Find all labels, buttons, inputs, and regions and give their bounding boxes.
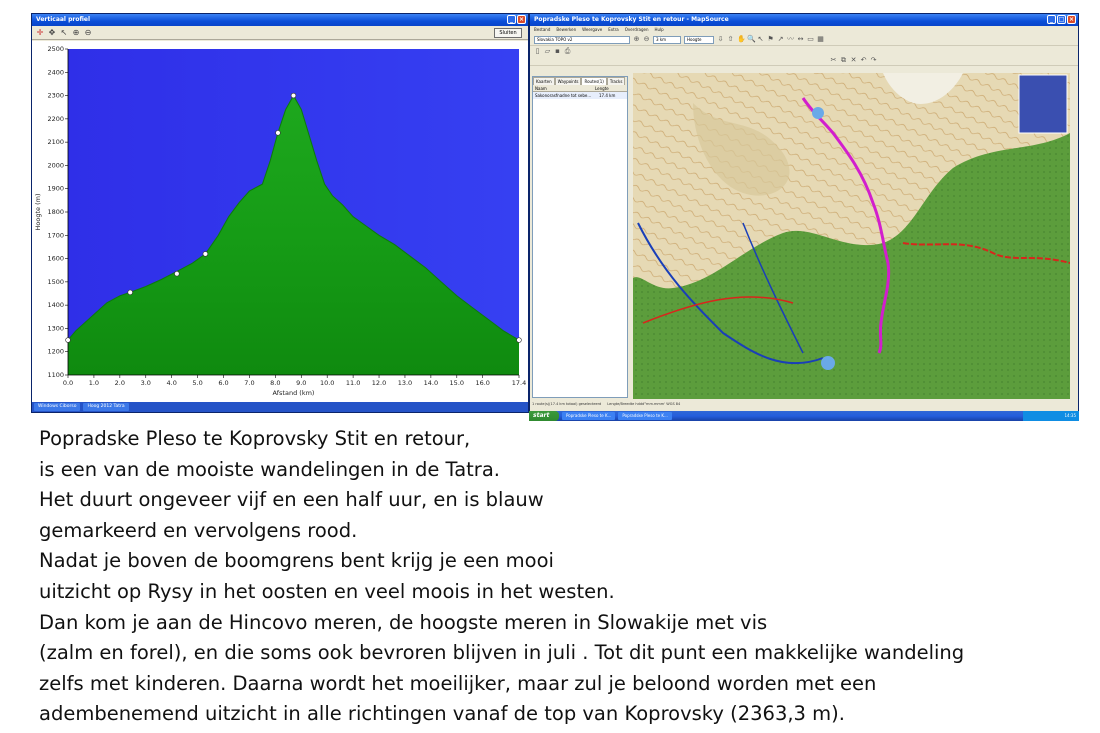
y-tick-label: 1800 bbox=[47, 208, 64, 216]
open-file-icon[interactable]: ▱ bbox=[544, 46, 551, 55]
map-titlebar[interactable] bbox=[530, 14, 1078, 26]
map-product-select[interactable]: Slovakia TOPO v2 bbox=[534, 36, 630, 44]
delete-icon[interactable]: ✕ bbox=[850, 56, 857, 64]
sidebar-tabs bbox=[533, 77, 627, 85]
x-tick-label: 7.0 bbox=[244, 379, 255, 387]
x-axis-label: Afstand (km) bbox=[272, 389, 315, 397]
x-tick-label: 5.0 bbox=[192, 379, 203, 387]
measure-tool-icon[interactable]: ↔ bbox=[797, 35, 804, 43]
receive-device-icon[interactable]: ⇩ bbox=[717, 35, 724, 43]
route-length: 17.4 km bbox=[599, 93, 616, 98]
x-tick-label: 14.0 bbox=[423, 379, 439, 387]
caption-line: gemarkeerd en vervolgens rood. bbox=[39, 518, 358, 542]
waypoint-marker bbox=[203, 252, 208, 257]
zoom-out-icon[interactable]: ⊖ bbox=[643, 35, 650, 43]
elevation-chart bbox=[32, 41, 528, 403]
menu-item-extra[interactable]: Extra bbox=[608, 27, 619, 32]
windows-taskbar bbox=[529, 411, 1079, 421]
zoom-in-icon[interactable]: ⊕ bbox=[633, 35, 640, 43]
zoom-out-icon[interactable]: ⊖ bbox=[84, 27, 92, 37]
y-tick-label: 2100 bbox=[47, 138, 64, 147]
caption-line: Het duurt ongeveer vijf en een half uur, en is blauw bbox=[39, 488, 544, 512]
x-tick-label: 10.0 bbox=[319, 379, 335, 387]
x-tick-label: 6.0 bbox=[218, 379, 229, 387]
copy-icon[interactable]: ⧉ bbox=[841, 56, 846, 64]
profile-taskbar bbox=[32, 402, 528, 412]
data-sidebar bbox=[532, 76, 628, 398]
tab-waypoints[interactable]: Waypoints bbox=[555, 77, 582, 85]
eraser-tool-icon[interactable]: ▭ bbox=[807, 35, 814, 43]
lake-marker bbox=[821, 356, 835, 370]
waypoint-tool-icon[interactable]: ⚑ bbox=[767, 35, 774, 43]
track-tool-icon[interactable]: 〰 bbox=[787, 35, 794, 43]
map-tool-icon[interactable]: ▦ bbox=[817, 35, 824, 43]
x-tick-label: 1.0 bbox=[88, 379, 100, 387]
map-window-title: Popradske Pleso te Koprovsky Stit en retour - MapSource bbox=[534, 16, 729, 23]
file-toolbar bbox=[530, 46, 1078, 56]
zoom-in-icon[interactable]: ⊕ bbox=[72, 27, 80, 37]
route-tool-icon[interactable]: ↗ bbox=[777, 35, 784, 43]
y-tick-label: 2300 bbox=[47, 91, 64, 100]
x-tick-label: 15.0 bbox=[449, 379, 465, 387]
map-window bbox=[529, 13, 1079, 413]
profile-window-title: Verticaal profiel bbox=[36, 16, 91, 23]
waypoint-marker bbox=[276, 130, 281, 135]
topo-map[interactable] bbox=[633, 73, 1070, 399]
y-tick-label: 1900 bbox=[47, 184, 64, 193]
system-tray-clock: 14:35 bbox=[1023, 411, 1079, 421]
waypoint-marker bbox=[128, 290, 133, 295]
new-file-icon[interactable]: ▯ bbox=[535, 46, 540, 55]
y-tick-label: 1100 bbox=[47, 371, 64, 379]
profile-window bbox=[31, 13, 529, 413]
route-list-header bbox=[533, 85, 627, 92]
route-name: Sakonorasfnadne tot sebe... bbox=[535, 93, 592, 98]
send-device-icon[interactable]: ⇧ bbox=[727, 35, 734, 43]
route-row[interactable] bbox=[533, 92, 627, 99]
y-tick-label: 2000 bbox=[47, 161, 64, 170]
x-tick-label: 4.0 bbox=[166, 379, 177, 387]
taskbar-item[interactable]: Hoog 2012 Tatra bbox=[83, 403, 128, 411]
waypoint-marker bbox=[174, 271, 179, 276]
caption-text bbox=[39, 424, 1039, 730]
y-tick-label: 2500 bbox=[47, 45, 64, 53]
minimize-button[interactable]: _ bbox=[507, 15, 516, 24]
taskbar-item[interactable]: Popradske Pleso te K... bbox=[618, 412, 671, 420]
caption-line: (zalm en forel), en die soms ook bevroren blijven in juli . Tot dit punt een makkelijke wandeling bbox=[39, 641, 965, 665]
y-axis-label: Hoogte (m) bbox=[34, 193, 42, 231]
caption-line: is een van de mooiste wandelingen in de Tatra. bbox=[39, 457, 500, 481]
waypoint-marker bbox=[517, 338, 522, 343]
waypoint-marker bbox=[291, 93, 296, 98]
taskbar-item[interactable]: Popradske Pleso te K... bbox=[562, 412, 615, 420]
print-icon[interactable]: ⎙ bbox=[564, 46, 571, 55]
caption-line: uitzicht op Rysy in het oosten en veel moois in het westen. bbox=[39, 579, 615, 603]
menu-item-bewerken[interactable]: Bewerken bbox=[556, 27, 577, 32]
pan-icon[interactable]: ✥ bbox=[48, 27, 56, 37]
close-button[interactable]: × bbox=[518, 16, 525, 23]
y-tick-label: 1400 bbox=[47, 301, 64, 310]
y-tick-label: 1500 bbox=[47, 277, 64, 286]
redo-icon[interactable]: ↷ bbox=[870, 56, 877, 64]
tab-tracks[interactable]: Tracks bbox=[607, 77, 626, 85]
caption-line: adembenemend uitzicht in alle richtingen vanaf de top van Koprovsky (2363,3 m). bbox=[39, 702, 845, 726]
overview-inset[interactable] bbox=[1019, 75, 1067, 133]
x-tick-label: 12.0 bbox=[371, 379, 387, 387]
status-coordinates: Lengte/Breedte hddd°mm.mmm' WGS 84 bbox=[607, 402, 681, 406]
menu-item-bestand[interactable]: Bestand bbox=[534, 27, 551, 32]
map-toolbar bbox=[530, 34, 1078, 46]
y-tick-label: 1700 bbox=[47, 231, 64, 240]
move-icon[interactable]: ✛ bbox=[36, 27, 44, 37]
column-header-length[interactable]: Lengte bbox=[595, 86, 609, 91]
cut-icon[interactable]: ✂ bbox=[830, 56, 837, 64]
column-header-name[interactable]: Naam bbox=[535, 86, 547, 91]
y-tick-label: 2200 bbox=[47, 114, 64, 123]
x-tick-label: 16.0 bbox=[475, 379, 490, 387]
menu-bar bbox=[530, 26, 1078, 34]
x-tick-label: 0.0 bbox=[62, 379, 74, 387]
caption-line: Nadat je boven de boomgrens bent krijg je een mooi bbox=[39, 549, 554, 573]
x-tick-label: 17.4 bbox=[511, 379, 527, 387]
view-mode-select[interactable]: Hoogte bbox=[684, 36, 714, 44]
zoom-select[interactable]: 3 km bbox=[653, 36, 681, 44]
y-tick-label: 1300 bbox=[47, 324, 64, 333]
select-tool-icon[interactable]: ↖ bbox=[757, 35, 764, 43]
caption-line: zelfs met kinderen. Daarna wordt het moeilijker, maar zul je beloond worden met een bbox=[39, 671, 877, 695]
caption-line: Popradske Pleso te Koprovsky Stit en retour, bbox=[39, 427, 471, 450]
x-tick-label: 2.0 bbox=[114, 379, 126, 387]
pan-tool-icon[interactable]: ✋ bbox=[737, 35, 746, 43]
save-file-icon[interactable]: ▪ bbox=[555, 46, 560, 55]
select-icon[interactable]: ↖ bbox=[60, 27, 68, 37]
status-bar bbox=[530, 401, 1078, 407]
caption-line: Dan kom je aan de Hincovo meren, de hoogste meren in Slowakije met vis bbox=[39, 610, 768, 634]
waypoint-marker bbox=[66, 338, 71, 343]
status-selection: 1 route(s)(17.4 km totaal) geselecteerd bbox=[532, 402, 602, 406]
zoom-tool-icon[interactable]: 🔍 bbox=[747, 35, 756, 43]
minimize-button[interactable]: _ bbox=[1047, 15, 1056, 24]
profile-titlebar[interactable] bbox=[32, 14, 528, 26]
maximize-button[interactable]: □ bbox=[1058, 16, 1065, 23]
x-tick-label: 11.0 bbox=[345, 379, 361, 387]
menu-item-overdragen[interactable]: Overdragen bbox=[624, 27, 649, 32]
edit-toolbar bbox=[530, 56, 1078, 66]
y-tick-label: 1200 bbox=[47, 347, 64, 356]
close-button[interactable]: × bbox=[1068, 16, 1075, 23]
x-tick-label: 3.0 bbox=[140, 379, 151, 387]
taskbar-item[interactable]: Windows Ciborso bbox=[34, 403, 80, 411]
tab-kaarten[interactable]: Kaarten bbox=[533, 77, 555, 85]
x-tick-label: 8.0 bbox=[270, 379, 281, 387]
x-tick-label: 13.0 bbox=[397, 379, 413, 387]
sluiten-button[interactable]: Sluiten bbox=[494, 28, 522, 38]
profile-toolbar bbox=[32, 26, 528, 40]
lake-marker-2 bbox=[812, 107, 824, 119]
start-button[interactable]: start bbox=[529, 411, 559, 421]
menu-item-hulp[interactable]: Hulp bbox=[654, 27, 664, 32]
y-tick-label: 1600 bbox=[47, 254, 64, 263]
undo-icon[interactable]: ↶ bbox=[860, 56, 867, 64]
menu-item-weergave[interactable]: Weergave bbox=[582, 27, 603, 32]
x-tick-label: 9.0 bbox=[296, 379, 307, 387]
tab-routes[interactable]: Routes(1) bbox=[581, 77, 606, 85]
y-tick-label: 2400 bbox=[47, 68, 64, 77]
